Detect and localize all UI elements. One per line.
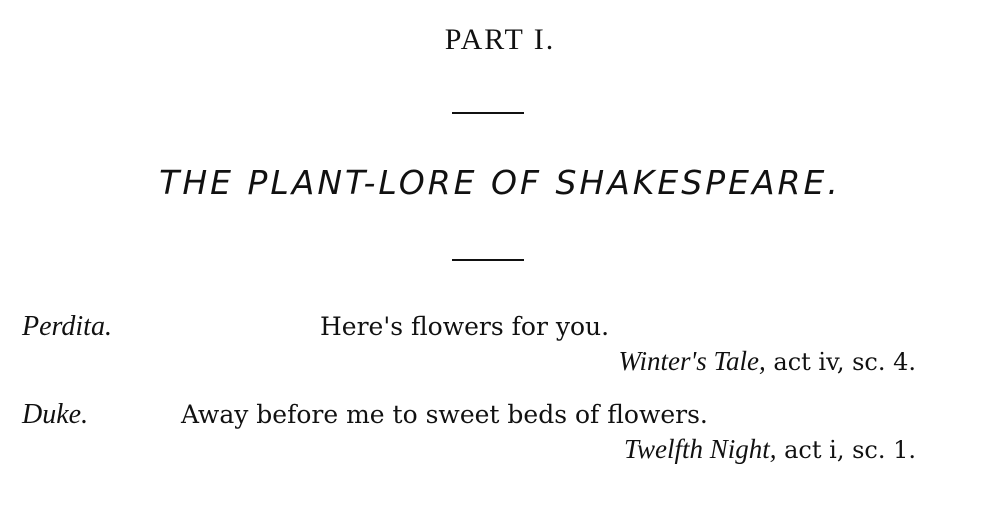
part-heading: PART I. xyxy=(444,23,556,56)
page-title: THE PLANT-LORE OF SHAKESPEARE. xyxy=(159,163,841,202)
play-title: Twelfth Night, xyxy=(623,434,777,464)
quote-text: Here's flowers for you. xyxy=(320,312,610,341)
quote-text: Away before me to sweet beds of flowers. xyxy=(181,400,708,429)
section-divider xyxy=(452,259,524,261)
quote-citation xyxy=(624,432,916,467)
section-divider xyxy=(452,112,524,114)
act-scene-reference: act i, sc. 1. xyxy=(784,436,916,464)
quote-speaker: Duke. xyxy=(22,399,89,430)
quote-speaker: Perdita. xyxy=(22,311,112,342)
act-scene-reference: act iv, sc. 4. xyxy=(773,348,916,376)
play-title: Winter's Tale, xyxy=(618,346,766,376)
quote-citation xyxy=(618,344,916,379)
